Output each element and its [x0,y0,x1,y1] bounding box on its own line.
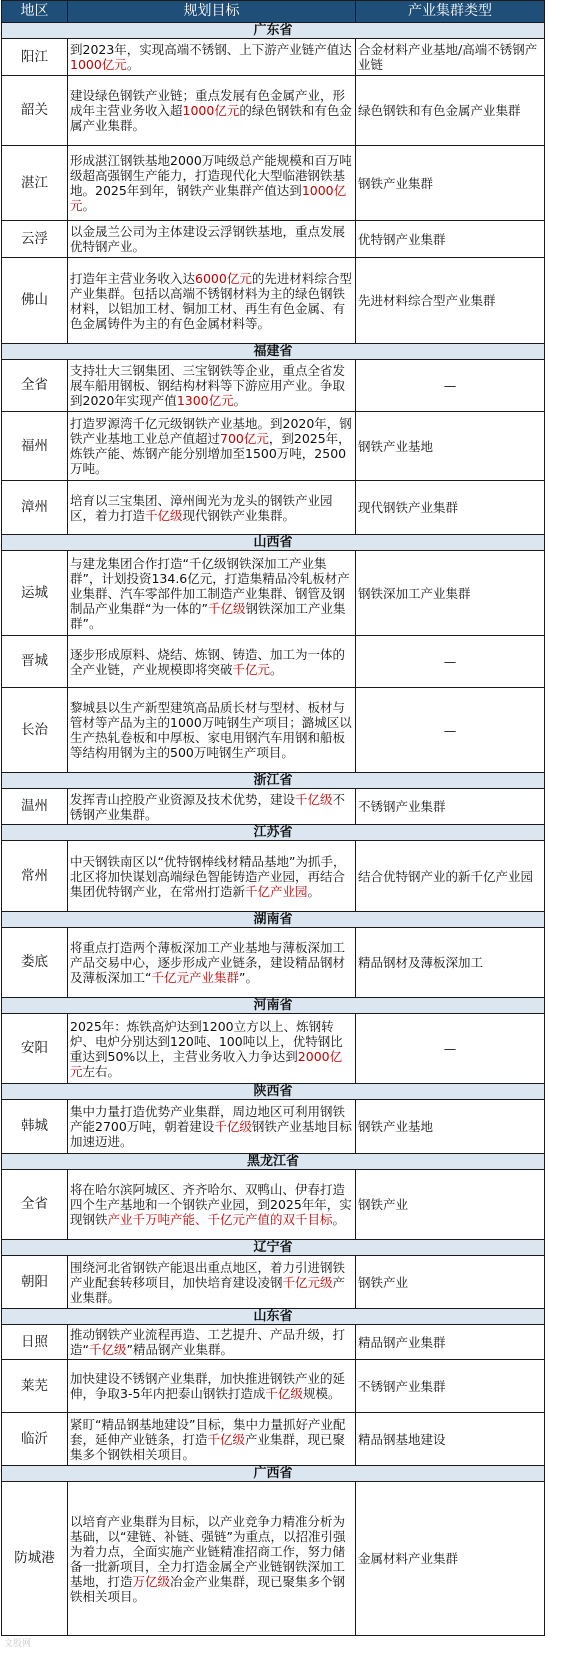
header-goal: 规划目标 [68,1,356,23]
table-row [2,841,545,912]
goal-text: 。 [307,883,321,899]
goal-text: 。 [270,661,283,677]
goal-text: 。 [332,1212,346,1227]
region-cell: 长治 [2,688,68,773]
goal-text: 加快建设不锈钢产业集群，加快推进钢铁产业的延伸，争取3-5年内把泰山钢铁打造成 [70,1371,346,1401]
highlight-text: 千亿产业园 [245,883,308,899]
table-row [2,636,545,688]
header-region: 地区 [2,1,68,23]
goal-text: 不锈钢产业集群。 [70,791,346,822]
table-row [2,360,545,412]
province-row [2,1154,545,1170]
goal-cell [68,481,356,535]
goal-text: 紧盯“精品钢基地建设”目标，集中力量抓好产业配套，延伸产业链条，打造 [70,1416,346,1447]
goal-text: 建设绿色钢铁产业链；重点发展有色金属产业，形成年主营业务收入超 [70,88,346,118]
goal-text: 到2023年，实现高端不锈钢、上下游产业链产值达 [70,42,352,57]
goal-text: 支持壮大三钢集团、三宝钢铁等企业，重点全省发展车船用钢板、钢结构材料等下游应用产业。争取到2020年实现产值 [70,363,346,408]
cluster-type-cell: 先进材料综合型产业集群 [356,258,545,344]
goal-text: 现代钢铁产业集群。 [182,507,296,523]
goal-text: 将在哈尔滨阿城区、齐齐哈尔、双鸭山、伊春打造四个生产基地和一个钢铁产业园，到2025年年，实现钢铁 [70,1182,352,1227]
region-cell: 运城 [2,551,68,636]
region-cell: 全省 [2,360,68,412]
table-row [2,1360,545,1413]
table-row [2,76,545,146]
goal-text: 集中力量打造优势产业集群，周边地区可利用钢铁产能2700万吨，朝着建设 [70,1104,346,1134]
cluster-type-cell: 钢铁产业基地 [356,412,545,481]
region-cell: 云浮 [2,221,68,258]
goal-cell [68,688,356,773]
goal-text: 将重点打造两个薄板深加工产业基地与薄板深加工产品交易中心，逐步形成产业链条，建设精品钢材及薄板深加工“ [70,940,346,985]
highlight-text: 千亿级 [265,1386,303,1401]
goal-text: 。 [82,198,96,213]
region-cell: 温州 [2,789,68,825]
province-row [2,344,545,360]
highlight-text: 千亿元 [232,661,271,677]
goal-text: 。 [233,393,247,408]
province-row [2,1466,545,1482]
cluster-type-cell: 绿色钢铁和有色金属产业集群 [356,76,545,146]
region-cell: 全省 [2,1170,68,1240]
goal-cell [68,1413,356,1466]
goal-text: 规模。 [302,1386,341,1401]
region-cell: 安阳 [2,1014,68,1084]
goal-text: 钢铁深加工产业集群”。 [70,600,346,631]
goal-cell [68,551,356,636]
cluster-type-cell: 不锈钢产业集群 [356,1360,545,1413]
cluster-type-cell: — [356,636,545,688]
table-row [2,258,545,344]
province-row [2,1240,545,1256]
table-row [2,221,545,258]
region-cell: 韩城 [2,1100,68,1154]
goal-text: 产业集群，现已聚集多个钢铁相关项目。 [70,1431,346,1462]
region-cell: 临沂 [2,1413,68,1466]
highlight-text: 1000亿元 [182,103,240,118]
goal-cell [68,1482,356,1636]
goal-cell [68,1325,356,1360]
cluster-type-cell: 钢铁产业基地 [356,1100,545,1154]
goal-cell [68,841,356,912]
table-row [2,39,545,76]
table-row [2,1482,545,1636]
industry-plan-table [1,0,545,1636]
province-row [2,825,545,841]
goal-text: ，到2025年，炼铁产能、炼钢产能分别增加至1500万吨，2500万吨。 [70,431,351,476]
region-cell: 湛江 [2,146,68,221]
region-cell: 韶关 [2,76,68,146]
goal-text: 中天钢铁南区以“优特钢棒线材精品基地”为抓手，北区将加快谋划高端绿色智能铸造产业园，再结合集团优特钢产业，在常州打造新 [70,853,346,899]
goal-cell [68,789,356,825]
goal-cell [68,412,356,481]
province-row [2,1309,545,1325]
goal-cell [68,1170,356,1240]
region-cell: 佛山 [2,258,68,344]
cluster-type-cell: 钢铁产业集群 [356,146,545,221]
table-row [2,412,545,481]
goal-text: 钢铁产业基地目标加速迈进。 [70,1119,352,1149]
cluster-type-cell: 精品钢材及薄板深加工 [356,928,545,998]
goal-text: ”精品钢产业集群。 [126,1342,233,1357]
cluster-type-cell: — [356,1014,545,1084]
goal-text: 围绕河北省钢铁产能退出重点地区，着力引进钢铁产业配套转移项目，加快培育建设凌钢 [70,1259,346,1290]
cluster-type-cell: 钢铁产业 [356,1170,545,1240]
goal-text: ”。 [239,970,258,985]
table-row [2,1100,545,1154]
province-name: 陕西省 [2,1084,545,1100]
table-row [2,1413,545,1466]
cluster-type-cell: 金属材料产业集群 [356,1482,545,1636]
goal-text: 2025年：炼铁高炉达到1200立方以上、炼钢转炉、电炉分别达到120吨、100吨以上，优特钢比重达到50%以上，主营业务收入力争达到 [70,1018,343,1064]
cluster-type-cell: 钢铁产业 [356,1256,545,1309]
goal-text: 与建龙集团合作打造“千亿级钢铁深加工产业集群”，计划投资134.6亿元，打造集精品冷轧板材产业集群、汽车零部件加工制造产业集群、钢管及钢制品产业集群“为一体的” [70,555,350,616]
highlight-text: 千亿级 [295,791,333,807]
highlight-text: 产业千万吨产能、千亿元产值的双千目标 [107,1212,333,1227]
province-name: 山东省 [2,1309,545,1325]
goal-text: 左右。 [82,1063,121,1079]
province-name: 广西省 [2,1466,545,1482]
goal-cell [68,76,356,146]
cluster-type-cell: 钢铁深加工产业集群 [356,551,545,636]
region-cell: 莱芜 [2,1360,68,1413]
province-row [2,912,545,928]
goal-text: 培育以三宝集团、漳州闽光为龙头的钢铁产业园区，着力打造 [70,492,333,523]
region-cell: 娄底 [2,928,68,998]
highlight-text: 千亿元级 [282,1274,333,1290]
watermark: 文股网 [4,1639,32,1649]
region-cell: 福州 [2,412,68,481]
region-cell: 阳江 [2,39,68,76]
highlight-text: 1000亿元 [70,57,127,72]
province-name: 河南省 [2,998,545,1014]
goal-text: 发挥青山控股产业资源及技术优势，建设 [70,791,296,807]
goal-cell [68,258,356,344]
goal-text: 逐步形成原料、烧结、炼钢、铸造、加工为一体的全产业链，产业规模即将突破 [70,646,346,677]
province-row [2,23,545,39]
province-name: 辽宁省 [2,1240,545,1256]
goal-text: 推动钢铁产业流程再造、工艺提升、产品升级，打造“ [70,1327,346,1357]
table-row [2,481,545,535]
goal-text: 。 [126,57,140,72]
goal-cell [68,1256,356,1309]
province-row [2,773,545,789]
highlight-text: 万亿级 [132,1573,171,1589]
highlight-text: 千亿级 [207,1431,246,1447]
goal-cell [68,1014,356,1084]
cluster-type-cell: — [356,688,545,773]
cluster-type-cell: — [356,360,545,412]
province-row [2,998,545,1014]
cluster-type-cell: 合金材料产业基地/高端不锈钢产业链 [356,39,545,76]
goal-cell [68,636,356,688]
province-name: 广东省 [2,23,545,39]
province-row [2,535,545,551]
province-name: 山西省 [2,535,545,551]
province-row [2,1084,545,1100]
highlight-text: 1300亿元 [176,393,234,408]
table-row [2,1256,545,1309]
table-row [2,146,545,221]
goal-text: 打造罗源湾千亿元级钢铁产业基地。到2020年，钢铁产业基地工业总产值超过 [70,416,352,446]
goal-cell [68,39,356,76]
goal-cell [68,146,356,221]
province-name: 浙江省 [2,773,545,789]
highlight-text: 6000亿元 [195,270,252,286]
region-cell: 晋城 [2,636,68,688]
highlight-text: 2000亿元 [70,1048,343,1079]
region-cell: 朝阳 [2,1256,68,1309]
goal-cell [68,360,356,412]
region-cell: 漳州 [2,481,68,535]
goal-cell [68,928,356,998]
goal-text: 形成湛江钢铁基地2000万吨级总产能规模和百万吨级超高强钢生产能力，打造现代化大型临港钢铁基地。2025年到年，钢铁产业集群产值达到 [70,153,352,198]
cluster-type-cell: 精品钢基地建设 [356,1413,545,1466]
province-name: 福建省 [2,344,545,360]
goal-text: 以培育产业集群为目标，以产业竞争力精准分析为基础，以“建链、补链、强链”为重点，以招准引强为着力点，全面实施产业链精准招商工作，努力储备一批新项目，全力打造金属全产业链钢铁深加工基地，打造 [70,1513,346,1589]
region-cell: 防城港 [2,1482,68,1636]
highlight-text: 千亿级 [207,600,246,616]
cluster-type-cell: 结合优特钢产业的新千亿产业园 [356,841,545,912]
table-body [2,23,545,1636]
goal-text: 产业集群。 [70,1274,346,1305]
province-name: 江苏省 [2,825,545,841]
goal-text: 黎城县以生产新型建筑高品质长材与型材、板材与管材等产品为主的1000万吨钢生产项目；潞城区以生产热轧卷板和中厚板、家电用钢汽车用钢和船板等结构用钢为主的500万吨钢生产项目。 [70,700,352,760]
goal-text: 的绿色钢铁和有色金属产业集群。 [70,103,352,133]
highlight-text: 1000亿元 [70,183,347,213]
cluster-type-cell: 现代钢铁产业集群 [356,481,545,535]
highlight-text: 千亿级 [214,1119,252,1134]
goal-text: 以金晟兰公司为主体建设云浮钢铁基地，重点发展优特钢产业。 [70,224,346,254]
highlight-text: 千亿级 [145,507,183,523]
table-header-row [2,1,545,23]
table-row [2,928,545,998]
province-name: 湖南省 [2,912,545,928]
table-row [2,1325,545,1360]
table-row [2,789,545,825]
cluster-type-cell: 优特钢产业集群 [356,221,545,258]
table-row [2,1170,545,1240]
highlight-text: 700亿元 [220,431,269,446]
province-name: 黑龙江省 [2,1154,545,1170]
goal-cell [68,1100,356,1154]
table-row [2,688,545,773]
cluster-type-cell: 不锈钢产业集群 [356,789,545,825]
goal-cell [68,1360,356,1413]
goal-cell [68,221,356,258]
region-cell: 常州 [2,841,68,912]
region-cell: 日照 [2,1325,68,1360]
goal-text: 的先进材料综合型产业集群。包括以高端不锈钢材料为主的绿色钢铁材料，以铝加工材、铜加工材、再生有色金属、有色金属铸件为主的有色金属材料等。 [70,270,352,331]
table-row [2,551,545,636]
goal-text: 打造年主营业务收入达 [70,270,196,286]
cluster-type-cell: 精品钢产业集群 [356,1325,545,1360]
highlight-text: 千亿级 [88,1342,127,1357]
table-row [2,1014,545,1084]
header-type: 产业集群类型 [356,1,545,23]
goal-text: 冶金产业集群，现已聚集多个钢铁相关项目。 [70,1573,346,1604]
highlight-text: 千亿元产业集群 [151,970,239,985]
